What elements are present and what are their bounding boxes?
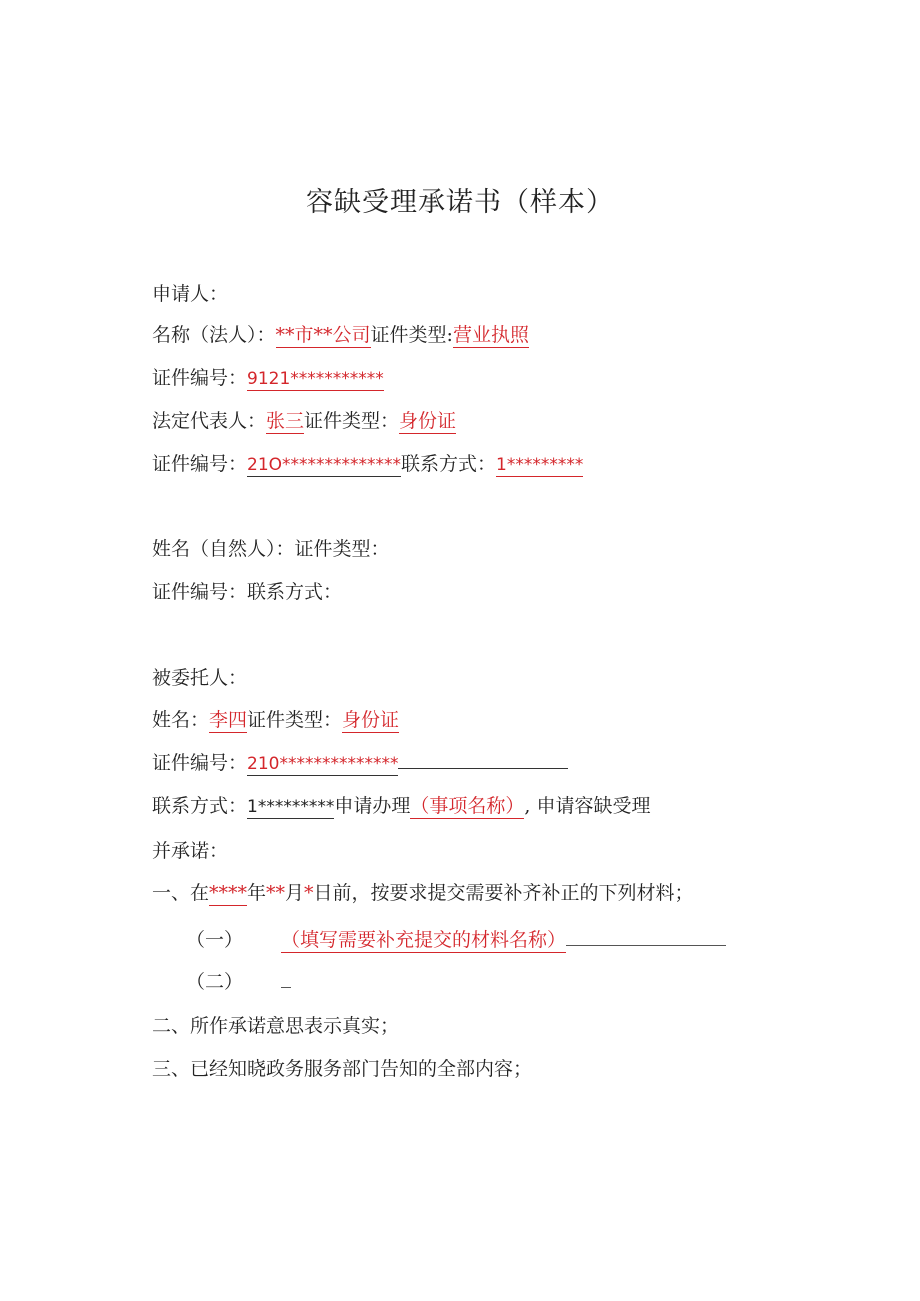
agent-heading: 被委托人： <box>152 667 248 689</box>
rep-cert-type-label: 证件类型： <box>304 410 400 432</box>
agent-apply-label: 申请办理 <box>334 795 411 817</box>
cert-no-value: 9121*********** <box>247 369 384 389</box>
sub-item1-label: （一） <box>186 929 244 951</box>
agent-apply-tail: , 申请容缺受理 <box>524 795 651 817</box>
material-name-blank <box>566 927 726 946</box>
natural-person-line <box>152 536 390 562</box>
agent-name-label: 姓名： <box>152 709 210 731</box>
deadline-year-value: **** <box>209 882 248 904</box>
natural-contact-label: 联系方式： <box>247 581 343 603</box>
deadline-month-value: ** <box>266 882 286 904</box>
agent-cert-type-value: 身份证 <box>342 709 400 731</box>
promise-item-3: 三、已经知晓政务服务部门告知的全部内容； <box>152 1058 533 1080</box>
agent-name-line <box>152 707 399 733</box>
agent-cert-no-label: 证件编号： <box>152 752 248 774</box>
sub-item2-blank <box>281 969 291 988</box>
natural-cert-no-label: 证件编号： <box>152 581 248 603</box>
rep-cert-type-value: 身份证 <box>399 410 457 432</box>
cert-type-label: 证件类型: <box>370 324 453 346</box>
promise-item-1 <box>152 880 694 906</box>
material-sub-item-1 <box>186 927 726 953</box>
deadline-year-unit: 年 <box>247 882 267 904</box>
legal-name-label: 名称（法人）： <box>152 324 276 346</box>
material-sub-item-2 <box>186 969 291 995</box>
agent-cert-no-line <box>152 750 568 777</box>
agent-contact-value: 1********* <box>247 797 335 817</box>
promise-heading: 并承诺： <box>152 840 229 862</box>
agent-cert-no-blank <box>398 750 568 769</box>
legal-name-value: **市**公司 <box>275 324 371 346</box>
agent-cert-no-value: 210************** <box>247 754 399 774</box>
cert-no-label: 证件编号： <box>152 367 248 389</box>
agent-contact-line <box>152 793 650 820</box>
deadline-day-value: * <box>304 882 314 904</box>
natural-cert-type-label: 证件类型： <box>294 538 390 560</box>
agent-contact-label: 联系方式： <box>152 795 248 817</box>
agent-name-value: 李四 <box>209 709 248 731</box>
cert-no-line <box>152 365 384 392</box>
promise-item-2: 二、所作承诺意思表示真实； <box>152 1015 400 1037</box>
rep-cert-no-value: 21O************** <box>247 455 402 475</box>
document-title: 容缺受理承诺书（样本） <box>306 187 614 218</box>
promise-item1-suffix: 日前，按要求提交需要补齐补正的下列材料； <box>313 882 694 904</box>
legal-rep-value: 张三 <box>266 410 305 432</box>
promise-item1-prefix: 一、在 <box>152 882 210 904</box>
rep-contact-label: 联系方式： <box>401 453 497 475</box>
rep-contact-value: 1********* <box>496 455 584 475</box>
rep-cert-no-line <box>152 451 583 478</box>
cert-type-value: 营业执照 <box>452 324 529 346</box>
legal-name-line <box>152 322 529 348</box>
applicant-heading: 申请人： <box>152 283 229 305</box>
legal-rep-line <box>152 408 456 434</box>
natural-name-label: 姓名（自然人）： <box>152 538 295 560</box>
matter-name-value: （事项名称） <box>410 795 525 817</box>
legal-rep-label: 法定代表人： <box>152 410 267 432</box>
material-name-value: （填写需要补充提交的材料名称） <box>281 929 567 951</box>
rep-cert-no-label: 证件编号： <box>152 453 248 475</box>
deadline-month-unit: 月 <box>285 882 305 904</box>
natural-cert-line <box>152 579 342 605</box>
agent-cert-type-label: 证件类型： <box>247 709 343 731</box>
sub-item2-label: （二） <box>186 971 244 993</box>
